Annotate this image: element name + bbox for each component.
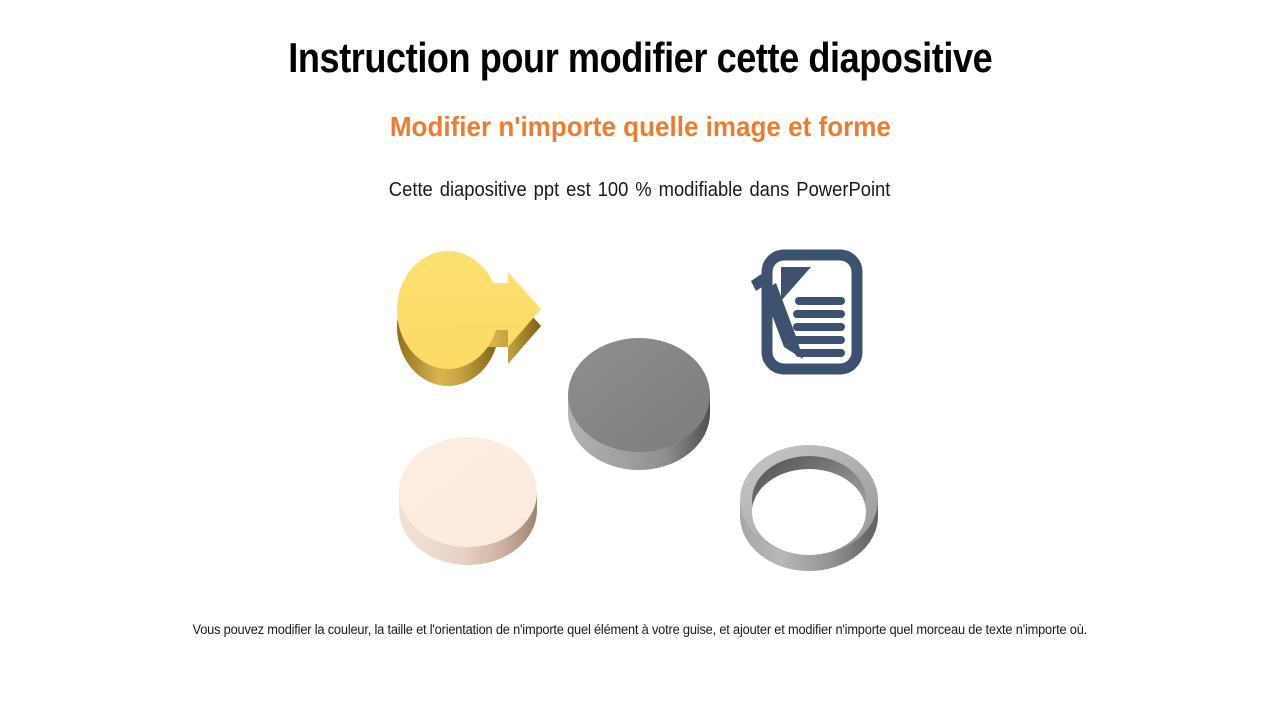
slide-subtitle-text: Modifier n'importe quelle image et forme bbox=[389, 111, 891, 142]
page-title bbox=[0, 34, 1280, 82]
circle-arrow-3d-icon bbox=[393, 247, 548, 389]
note-and-pen-icon bbox=[735, 245, 867, 377]
ring-3d-icon bbox=[735, 440, 883, 578]
slide-footer-note bbox=[0, 618, 1280, 642]
disc-3d-icon bbox=[397, 435, 543, 573]
page-title-text: Instruction pour modifier cette diapositive bbox=[287, 34, 992, 81]
slide-body-text-content: Cette diapositive ppt est 100 % modifiable dans PowerPoint bbox=[389, 179, 891, 201]
disc-3d-icon bbox=[565, 337, 713, 475]
slide-body-text bbox=[0, 174, 1280, 206]
slide-subtitle bbox=[0, 108, 1280, 146]
slide-footer-note-text: Vous pouvez modifier la couleur, la taille et l'orientation de n'importe quel élément à votre guise, et ajouter et modifier n'importe quel morceau de texte n'importe où. bbox=[192, 622, 1088, 637]
